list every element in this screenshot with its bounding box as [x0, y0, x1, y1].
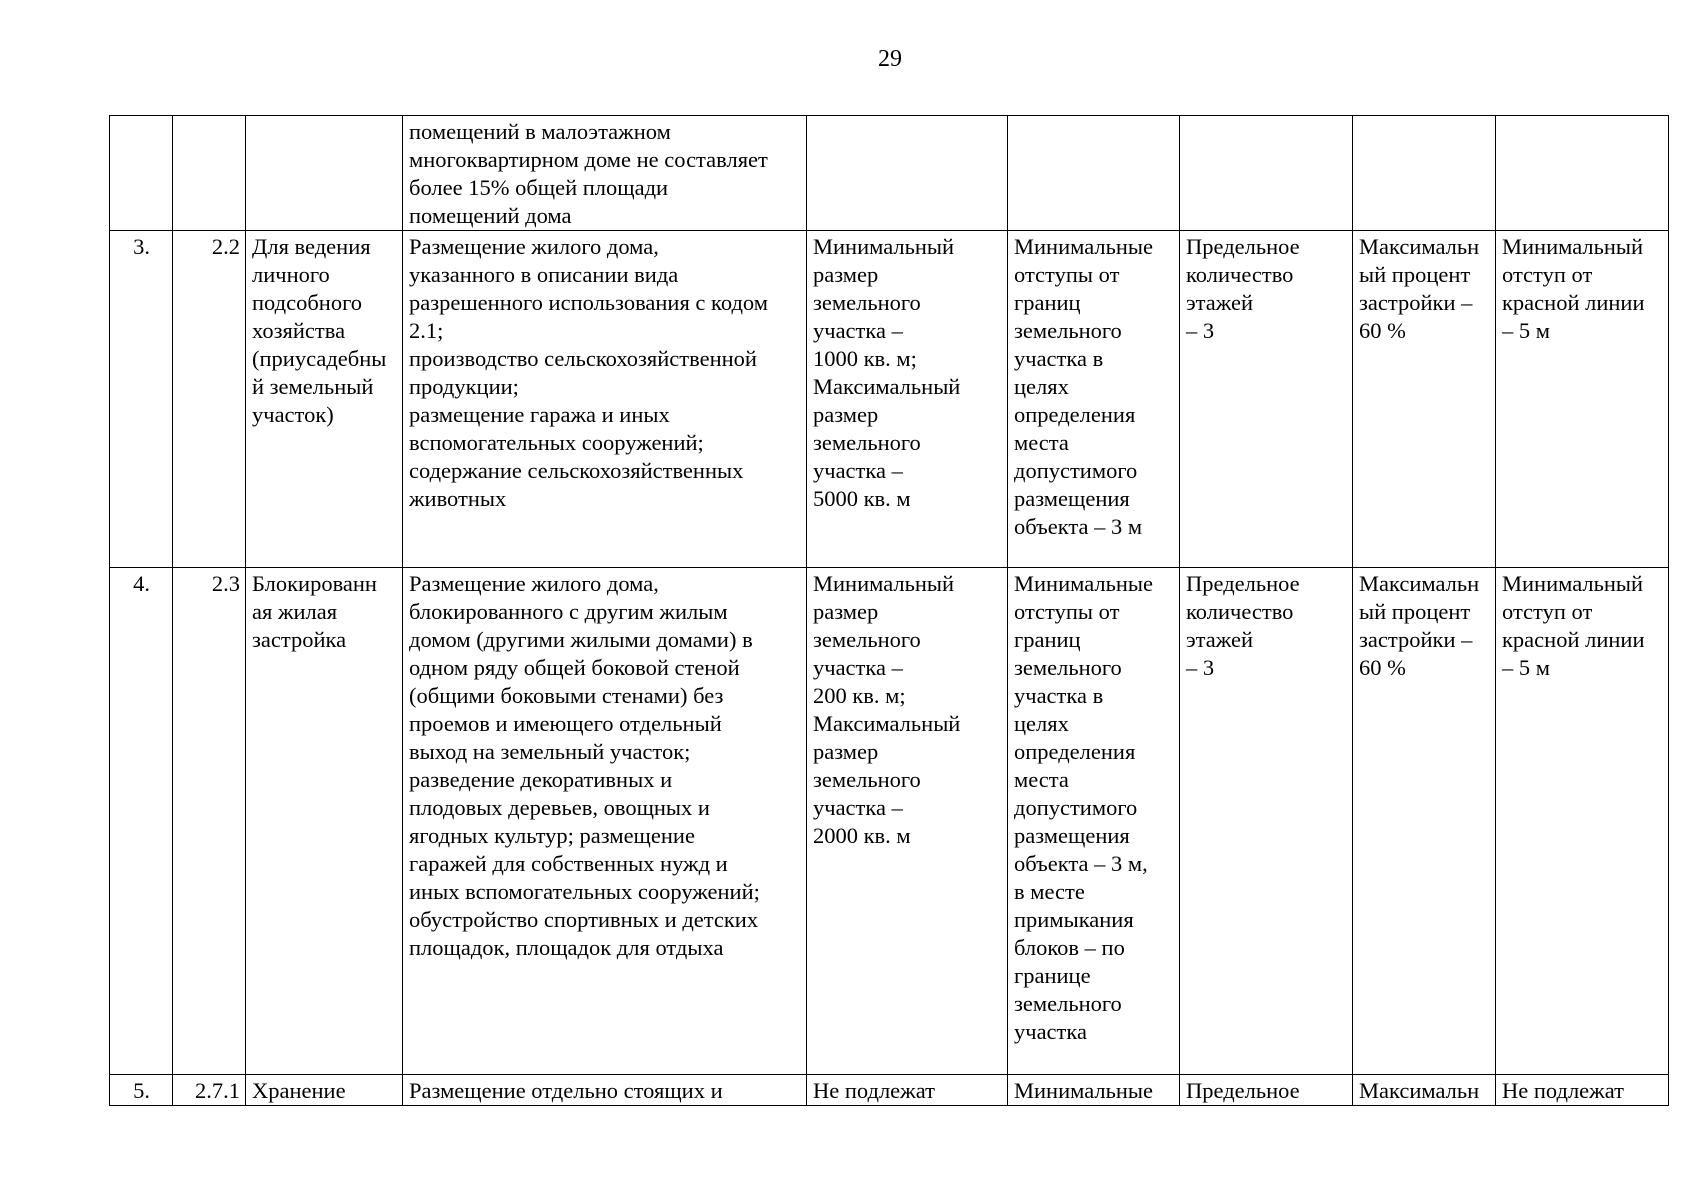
use-code	[173, 116, 246, 231]
row-number: 4.	[110, 568, 173, 1075]
plot-size: Минимальный размер земельного участка – 1000 кв. м; Максимальный размер земельного участка – 5000 кв. м	[807, 231, 1008, 568]
use-code: 2.2	[173, 231, 246, 568]
page-number: 29	[878, 46, 902, 72]
use-description: Размещение жилого дома, указанного в описании вида разрешенного использования с кодом 2.1; производство сельскохозяйственной продукции; размещение гаража и иных вспомогательных сооружений; содержание сельскохозяйственных животных	[403, 231, 807, 568]
use-description: Размещение жилого дома, блокированного с другим жилым домом (другими жилыми домами) в одном ряду общей боковой стеной (общими боковыми стенами) без проемов и имеющего отдельный выход на земельный участок; разведение декоративных и плодовых деревьев, овощных и ягодных культур; размещение гаражей для собственных нужд и иных вспомогательных сооружений; обустройство спортивных и детских площадок, площадок для отдыха	[403, 568, 807, 1075]
floors-limit: Предельное количество этажей – 3	[1180, 231, 1353, 568]
coverage-limit: Максимальн	[1353, 1075, 1496, 1106]
floors-limit: Предельное количество этажей – 3	[1180, 568, 1353, 1075]
row-number: 5.	[110, 1075, 173, 1106]
coverage-limit: Максимальн ый процент застройки – 60 %	[1353, 231, 1496, 568]
setbacks: Минимальные отступы от границ земельного участка в целях определения места допустимого размещения объекта – 3 м, в месте примыкания блоков – по границе земельного участка	[1008, 568, 1180, 1075]
red-line-setback: Не подлежат	[1496, 1075, 1669, 1106]
table-row	[110, 568, 1669, 1075]
use-description: Размещение отдельно стоящих и	[403, 1075, 807, 1106]
use-code: 2.7.1	[173, 1075, 246, 1106]
use-name: Блокированн ая жилая застройка	[246, 568, 403, 1075]
plot-size	[807, 116, 1008, 231]
use-name: Для ведения личного подсобного хозяйства (приусадебны й земельный участок)	[246, 231, 403, 568]
coverage-limit	[1353, 116, 1496, 231]
use-description: помещений в малоэтажном многоквартирном доме не составляет более 15% общей площади помещений дома	[403, 116, 807, 231]
setbacks: Минимальные	[1008, 1075, 1180, 1106]
zoning-regulations-table	[109, 115, 1669, 1106]
floors-limit	[1180, 116, 1353, 231]
table-row	[110, 231, 1669, 568]
coverage-limit: Максимальн ый процент застройки – 60 %	[1353, 568, 1496, 1075]
row-number	[110, 116, 173, 231]
row-number: 3.	[110, 231, 173, 568]
red-line-setback: Минимальный отступ от красной линии – 5 м	[1496, 568, 1669, 1075]
floors-limit: Предельное	[1180, 1075, 1353, 1106]
use-name: Хранение	[246, 1075, 403, 1106]
use-code: 2.3	[173, 568, 246, 1075]
setbacks	[1008, 116, 1180, 231]
red-line-setback: Минимальный отступ от красной линии – 5 м	[1496, 231, 1669, 568]
plot-size: Не подлежат	[807, 1075, 1008, 1106]
table-row	[110, 1075, 1669, 1106]
table-row	[110, 116, 1669, 231]
plot-size: Минимальный размер земельного участка – 200 кв. м; Максимальный размер земельного участка – 2000 кв. м	[807, 568, 1008, 1075]
red-line-setback	[1496, 116, 1669, 231]
use-name	[246, 116, 403, 231]
setbacks: Минимальные отступы от границ земельного участка в целях определения места допустимого размещения объекта – 3 м	[1008, 231, 1180, 568]
